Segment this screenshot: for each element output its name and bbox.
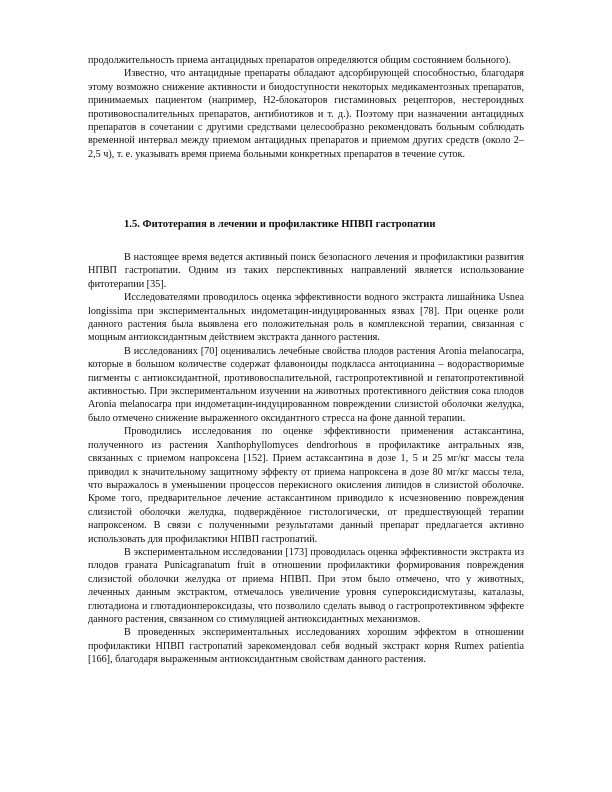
- paragraph-usnea: Исследователями проводилось оценка эффективности водного экстракта лишайника Usnea longissima при экспериментальных индометацин-индуцированных язвах [78]. При оценке роли данного растения была выявлена его положительная роль в комплексной терапии, связанная с мощным антиоксидантным действием экстракта данного растения.: [88, 292, 524, 344]
- paragraph-astaxanthin: Проводились исследования по оценке эффективности применения астаксантина, полученного из растения Xanthophyllomyces dendrorhous в профилактике антральных язв, связанных с приемом напроксена [152]. Прием астаксантина в дозе 1, 5 и 25 мг/кг массы тела приводил к значительному защитному эффекту от приема напроксена в дозе 80 мг/кг массы тела, что выражалось в уменьшении процессов перекисного окисления липидов в слизистой оболочке. Кроме того, предварительное лечение астаксантином приводило к исчезновению повреждения слизистой оболочки желудка, подверждённое гистологически, от предшествующей терапии напроксеном. В связи с полученными результатами данный препарат предлагается активно использовать для профилактики НПВП гастропатий.: [88, 426, 524, 545]
- paragraph-rumex: В проведенных экспериментальных исследованиях хорошим эффектом в отношении профилактики НПВП гастропатий зарекомендовал себя водный экстракт корня Rumex patientia [166], благодаря выраженным антиоксидантным свойствам данного растения.: [88, 627, 524, 666]
- paragraph-continuation: продолжительность приема антацидных препаратов определяются общим состоянием больного).: [88, 55, 511, 66]
- section-body: [88, 251, 524, 667]
- paragraph-antacids: Известно, что антацидные препараты обладают адсорбирующей способностью, благодаря этому возможно снижение активности и биодоступности некоторых медикаментозных препаратов, принимаемых пациентом (например, Н2-блокаторов гистаминовых рецепторов, нестероидных противовоспалительных препаратов, антибиотиков и т. д.). Поэтому при назначении антацидных препаратов в сочетании с другими средствами целесообразно рекомендовать больным соблюдать временной интервал между приемом антацидных препаратов и приемом других средств (около 2–2,5 ч), т. е. указывать время приема больными конкретных препаратов в течение суток.: [88, 68, 524, 160]
- top-text-block: [88, 54, 524, 161]
- paragraph-pomegranate: В экспериментальном исследовании [173] проводилась оценка эффективности экстракта из плодов граната Punicagranatum fruit в отношении профилактики формирования повреждения слизистой оболочки желудка от приема НПВП. При этом было отмечено, что у животных, леченных данным экстрактом, отмечалось увеличение уровня супероксидисмутазы, каталазы, глютадиона и глютадионпероксидазы, что позволило сделать вывод о гастропротективном эффекте данного растения, связанном со стимуляцией антиоксидантных механизмов.: [88, 546, 524, 625]
- section-heading: 1.5. Фитотерапия в лечении и профилактике НПВП гастропатии: [124, 219, 436, 230]
- paragraph-intro: В настоящее время ведется активный поиск безопасного лечения и профилактики развития НПВП гастропатии. Одним из таких перспективных направлений является использование фитотерапии [35].: [88, 252, 524, 290]
- paragraph-aronia: В исследованиях [70] оценивались лечебные свойства плодов растения Aronia melanocarpa, которые в большом количестве содержат флавоноиды подкласса антоцианина – водорастворимые пигменты с антиоксидантной, противовоспалительной, гастропротективной и гепатопротективной активностью. При экспериментальном изучении на животных протективного действия сока плодов Aronia melanocarpa при индометацин-индуцированном повреждении слизистой оболочки желудка, было отмечено снижение выраженного оксидантного стресса на фоне данной терапии.: [88, 345, 524, 424]
